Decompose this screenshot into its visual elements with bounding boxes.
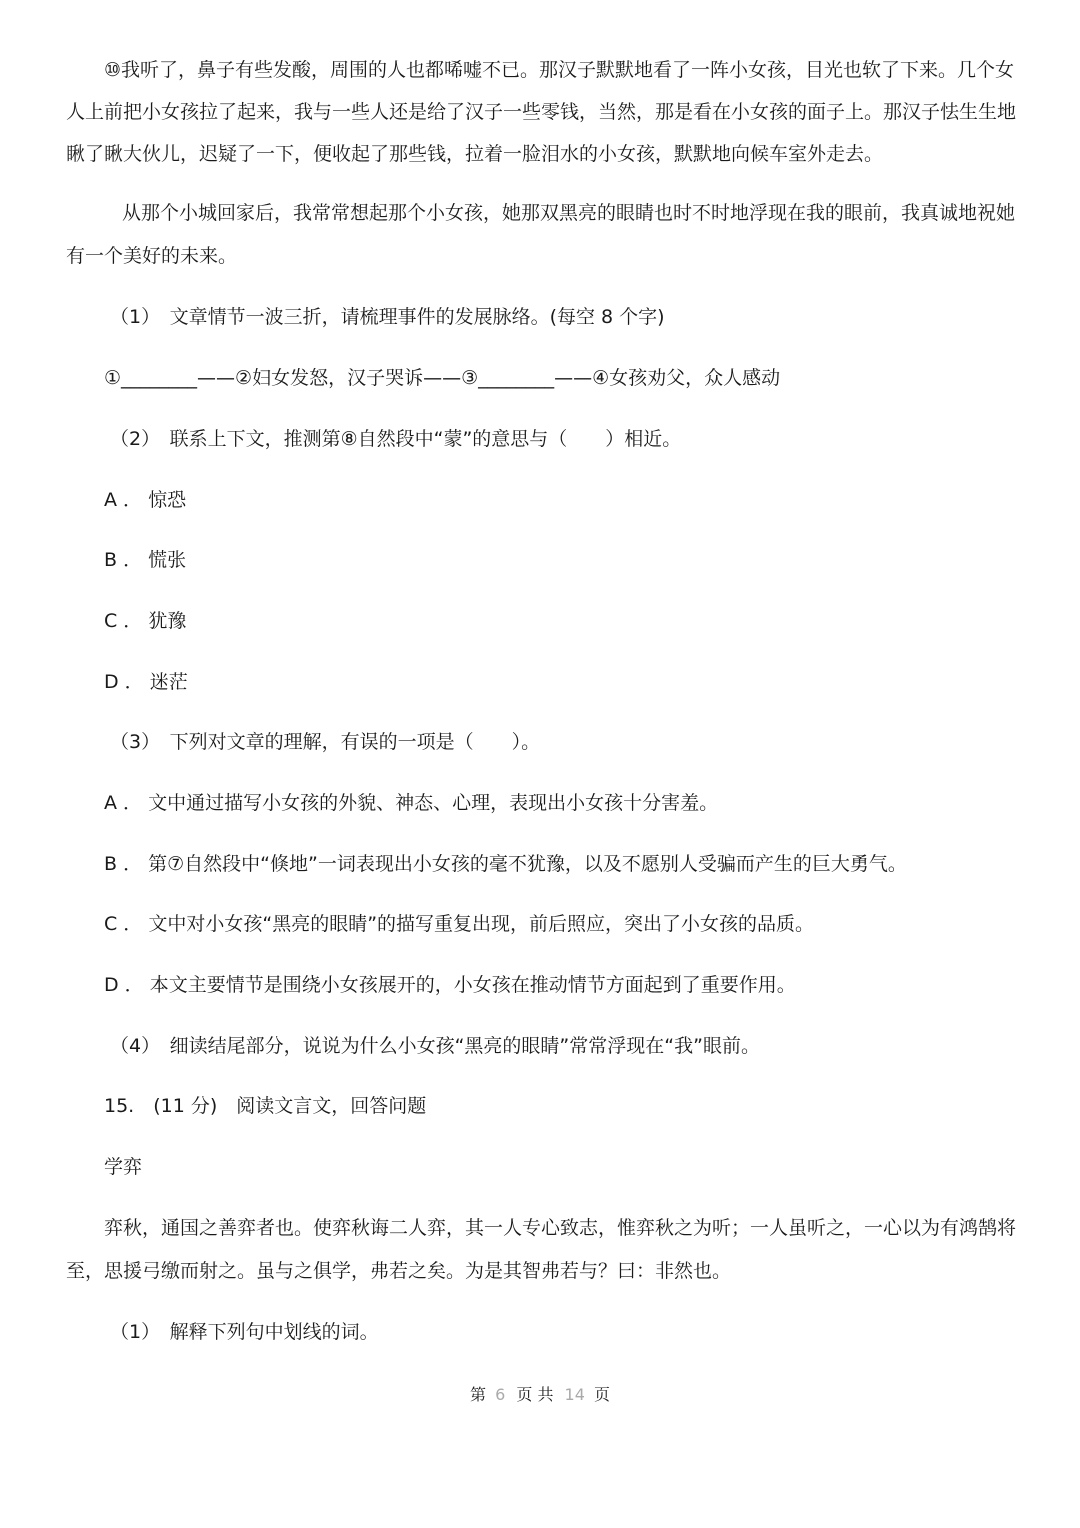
question-2-option-b[interactable]: B ． 慌张 [104, 549, 187, 571]
classical-text-line-2: 至，思援弓缴而射之。虽与之俱学，弗若之矣。为是其智弗若与？曰：非然也。 [66, 1260, 732, 1282]
classical-text-line-1: 弈秋，通国之善弈者也。使弈秋诲二人弈，其一人专心致志，惟弈秋之为听；一人虽听之，一心以为有鸿鹄将 [104, 1217, 1017, 1239]
question-15-heading: 15. (11 分) 阅读文言文，回答问题 [104, 1095, 427, 1117]
question-2-option-a[interactable]: A ． 惊恐 [104, 489, 187, 511]
question-2-option-c[interactable]: C ． 犹豫 [104, 610, 187, 632]
question-3-option-d[interactable]: D ． 本文主要情节是围绕小女孩展开的，小女孩在推动情节方面起到了重要作用。 [104, 974, 796, 996]
footer-label-pre: 第 [469, 1385, 486, 1404]
passage-paragraph-11-line-1: 从那个小城回家后，我常常想起那个小女孩，她那双黑亮的眼睛也时不时地浮现在我的眼前，我真诚地祝她 [122, 202, 1016, 224]
question-2-prompt: （2） 联系上下文，推测第⑧自然段中“蒙”的意思与（ ）相近。 [110, 428, 682, 450]
passage-paragraph-10-line-2: 人上前把小女孩拉了起来，我与一些人还是给了汉子一些零钱，当然，那是看在小女孩的面子上。那汉子怯生生地 [66, 101, 1017, 123]
question-1-prompt: （1） 文章情节一波三折，请梳理事件的发展脉络。(每空 8 个字) [110, 306, 665, 328]
classical-text-title: 学弈 [104, 1156, 143, 1178]
question-2-option-d[interactable]: D ． 迷茫 [104, 671, 188, 693]
question-15-sub-1-prompt: （1） 解释下列句中划线的词。 [110, 1321, 379, 1343]
question-3-option-a[interactable]: A ． 文中通过描写小女孩的外貌、神态、心理，表现出小女孩十分害羞。 [104, 792, 719, 814]
question-3-prompt: （3） 下列对文章的理解，有误的一项是（ ）。 [110, 731, 541, 753]
page-number: 6 [495, 1385, 506, 1404]
passage-paragraph-10-line-1: ⑩我听了，鼻子有些发酸，周围的人也都唏嘘不已。那汉子默默地看了一阵小女孩，目光也软了下来。几个女 [104, 59, 1015, 81]
question-3-option-b[interactable]: B ． 第⑦自然段中“倏地”一词表现出小女孩的毫不犹豫，以及不愿别人受骗而产生的巨大勇气。 [104, 853, 907, 875]
passage-paragraph-11-line-2: 有一个美好的未来。 [66, 245, 238, 267]
footer-label-mid: 页 共 [516, 1385, 554, 1404]
page-footer [0, 1384, 1080, 1406]
total-pages: 14 [564, 1385, 585, 1404]
passage-paragraph-10-line-3: 瞅了瞅大伙儿，迟疑了一下，便收起了那些钱，拉着一脸泪水的小女孩，默默地向候车室外走去。 [66, 143, 884, 165]
question-1-fill-blanks: ①________——②妇女发怒，汉子哭诉——③________——④女孩劝父，众人感动 [104, 367, 781, 389]
question-3-option-c[interactable]: C ． 文中对小女孩“黑亮的眼睛”的描写重复出现，前后照应，突出了小女孩的品质。 [104, 913, 815, 935]
question-4-prompt: （4） 细读结尾部分，说说为什么小女孩“黑亮的眼睛”常常浮现在“我”眼前。 [110, 1035, 760, 1057]
footer-label-post: 页 [594, 1385, 611, 1404]
